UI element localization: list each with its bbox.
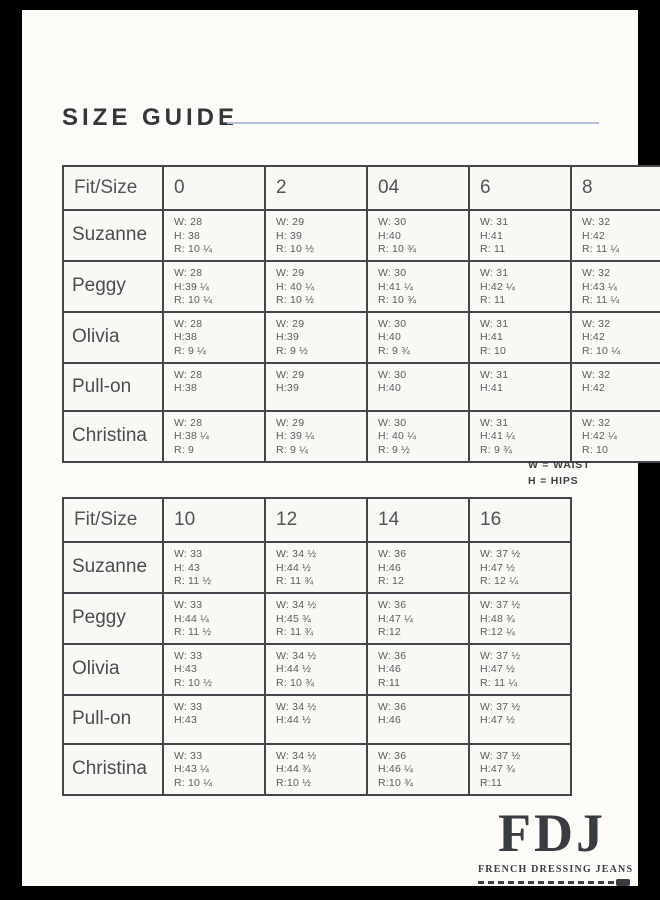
measurement-line: W: 36 — [378, 598, 407, 611]
measurement-line: H:48 ¾ — [480, 612, 516, 625]
measurement-cell — [163, 312, 265, 363]
measurement-cell — [367, 593, 469, 644]
measurement-cell — [163, 644, 265, 695]
measurement-line: R: 11 ¼ — [582, 243, 620, 256]
measurement-line: W: 32 — [582, 266, 611, 279]
fdj-wordmark: FRENCH DRESSING JEANS — [478, 864, 634, 875]
measurement-cell — [367, 695, 469, 744]
measurement-line: H:46 — [378, 714, 401, 727]
size-table-0-to-8 — [62, 165, 660, 463]
measurement-line: H:46 — [378, 663, 401, 676]
zipper-pull-icon — [616, 879, 630, 886]
measurement-line: H:44 ½ — [276, 663, 312, 676]
measurement-line: H:41 — [480, 229, 503, 242]
measurement-cell — [265, 542, 367, 593]
measurement-cell — [571, 210, 660, 261]
measurement-cell — [265, 644, 367, 695]
measurement-cell — [163, 593, 265, 644]
measurement-line: W: 31 — [480, 416, 509, 429]
legend-hips: H = HIPS — [528, 474, 579, 487]
measurement-line: W: 29 — [276, 416, 305, 429]
legend-waist: W = WAIST — [528, 459, 591, 471]
size-column-header: 16 — [469, 498, 571, 542]
measurement-line: R:10 ½ — [276, 777, 312, 790]
page-title: SIZE GUIDE — [62, 104, 239, 131]
brand-logo — [478, 803, 634, 884]
measurement-line: H:39 ¼ — [174, 280, 210, 293]
measurement-line: H:40 — [378, 331, 401, 344]
measurement-line: H:46 ¼ — [378, 763, 414, 776]
measurement-line: W: 36 — [378, 700, 407, 713]
measurement-line: H: 39 ¼ — [276, 430, 315, 443]
measurement-line: H: 40 ¼ — [276, 280, 315, 293]
measurement-line: R: 11 ½ — [174, 626, 212, 639]
measurement-line: W: 34 ½ — [276, 598, 317, 611]
measurement-cell — [163, 744, 265, 795]
measurement-line: H:47 ¼ — [378, 612, 414, 625]
measurement-line: H:47 ¾ — [480, 763, 516, 776]
measurement-line: R: 10 — [582, 444, 609, 457]
measurement-line: H:42 ¼ — [480, 280, 516, 293]
measurement-cell — [367, 411, 469, 462]
measurement-line: W: 36 — [378, 649, 407, 662]
fit-size-header: Fit/Size — [63, 166, 163, 210]
fit-row — [63, 695, 571, 744]
measurement-line: W: 31 — [480, 368, 509, 381]
measurement-line: R: 11 ½ — [174, 575, 212, 588]
measurement-cell — [163, 542, 265, 593]
measurement-line: W: 33 — [174, 649, 203, 662]
measurement-cell — [571, 312, 660, 363]
measurement-line: W: 28 — [174, 216, 203, 228]
measurement-cell — [265, 363, 367, 411]
fit-name-cell: Pull-on — [63, 695, 163, 744]
measurement-line: W: 36 — [378, 749, 407, 762]
measurement-line: H:43 ¼ — [582, 280, 618, 293]
measurement-cell — [265, 210, 367, 261]
measurement-line: H:42 — [582, 382, 605, 395]
measurement-line: R: 10 ½ — [174, 677, 213, 690]
measurement-line: W: 32 — [582, 416, 611, 429]
measurement-line: H:47 ½ — [480, 561, 516, 574]
measurement-line: R: 12 — [378, 575, 405, 588]
fit-row — [63, 644, 571, 695]
measurement-cell — [265, 312, 367, 363]
measurement-cell — [469, 261, 571, 312]
measurement-line: H:47 ½ — [480, 663, 516, 676]
measurement-cell — [367, 210, 469, 261]
measurement-cell — [571, 363, 660, 411]
measurement-line: W: 29 — [276, 317, 305, 330]
fit-row — [63, 542, 571, 593]
measurement-line: R: 11 ¼ — [582, 294, 620, 307]
measurement-cell — [469, 695, 571, 744]
fit-name-cell: Christina — [63, 744, 163, 795]
fdj-monogram: FDJ — [498, 803, 606, 863]
measurement-line: R: 11 ¼ — [480, 677, 518, 690]
measurement-line: R: 9 ¼ — [174, 345, 207, 358]
fit-name-cell: Suzanne — [63, 542, 163, 593]
measurement-line: H:38 ¼ — [174, 430, 210, 443]
measurement-cell — [163, 261, 265, 312]
measurement-line: R: 9 ¾ — [378, 345, 411, 358]
fit-row — [63, 363, 660, 411]
measurement-line: H: 43 — [174, 561, 201, 574]
measurement-cell — [265, 593, 367, 644]
size-column-header: 6 — [469, 166, 571, 210]
measurement-line: H:41 — [480, 331, 503, 344]
measurement-cell — [469, 363, 571, 411]
measurement-line: W: 28 — [174, 368, 203, 381]
table-header-row — [63, 498, 571, 542]
size-table-10-to-16 — [62, 497, 572, 796]
measurement-line: H:43 — [174, 714, 197, 727]
size-column-header: 10 — [163, 498, 265, 542]
measurement-line: W: 30 — [378, 416, 407, 429]
fit-name-cell: Christina — [63, 411, 163, 462]
measurement-line: W: 37 ½ — [480, 548, 521, 560]
measurement-line: R: 11 — [480, 294, 506, 307]
measurement-line: W: 34 ½ — [276, 700, 317, 713]
fit-row — [63, 593, 571, 644]
measurement-line: H:38 — [174, 382, 197, 395]
measurement-line: W: 33 — [174, 598, 203, 611]
measurement-line: W: 28 — [174, 266, 203, 279]
measurement-cell — [265, 744, 367, 795]
measurement-cell — [571, 261, 660, 312]
measurement-line: R: 11 ¾ — [276, 626, 314, 639]
measurement-line: R: 10 — [480, 345, 507, 358]
measurement-line: R: 10 ¾ — [378, 243, 417, 256]
measurement-line: W: 30 — [378, 266, 407, 279]
size-column-header: 04 — [367, 166, 469, 210]
title-divider-line — [227, 122, 599, 124]
measurement-line: W: 37 ½ — [480, 649, 521, 662]
size-column-header: 12 — [265, 498, 367, 542]
measurement-line: H: 39 — [276, 229, 303, 242]
measurement-cell — [265, 261, 367, 312]
measurement-line: H:42 — [582, 331, 605, 344]
measurement-line: H:43 ¼ — [174, 763, 210, 776]
measurement-line: R: 9 — [174, 444, 195, 457]
measurement-line: W: 30 — [378, 216, 407, 228]
measurement-line: H:44 ¾ — [276, 763, 312, 776]
measurement-line: H:46 — [378, 561, 401, 574]
size-guide-page — [22, 10, 638, 886]
fit-row — [63, 744, 571, 795]
fit-size-header: Fit/Size — [63, 498, 163, 542]
measurement-cell — [367, 644, 469, 695]
measurement-cell — [469, 210, 571, 261]
measurement-line: H:44 ½ — [276, 561, 312, 574]
measurement-cell — [367, 542, 469, 593]
measurement-line: R: 10 ½ — [276, 294, 315, 307]
measurement-line: H:41 — [480, 382, 503, 395]
measurement-line: R:12 ¼ — [480, 626, 516, 639]
measurement-cell — [571, 411, 660, 462]
measurement-line: R: 10 ¾ — [276, 677, 315, 690]
measurement-line: W: 34 ½ — [276, 548, 317, 560]
measurement-line: R:11 — [378, 677, 401, 690]
measurement-line: H:42 — [582, 229, 605, 242]
measurement-line: W: 32 — [582, 216, 611, 228]
fit-name-cell: Pull-on — [63, 363, 163, 411]
measurement-line: R: 10 ½ — [276, 243, 315, 256]
measurement-line: W: 30 — [378, 368, 407, 381]
size-column-header: 2 — [265, 166, 367, 210]
measurement-line: W: 37 ½ — [480, 749, 521, 762]
fit-row — [63, 210, 660, 261]
measurement-line: H:40 — [378, 382, 401, 395]
measurement-line: W: 28 — [174, 317, 203, 330]
measurement-line: W: 31 — [480, 266, 509, 279]
measurement-line: W: 36 — [378, 548, 407, 560]
measurement-legend — [528, 458, 590, 490]
measurement-cell — [367, 363, 469, 411]
fit-name-cell: Peggy — [63, 261, 163, 312]
fit-name-cell: Olivia — [63, 644, 163, 695]
fit-row — [63, 312, 660, 363]
measurement-cell — [265, 411, 367, 462]
measurement-line: W: 34 ½ — [276, 649, 317, 662]
measurement-line: H:44 ¼ — [174, 612, 210, 625]
measurement-cell — [367, 744, 469, 795]
measurement-line: W: 29 — [276, 216, 305, 228]
measurement-line: W: 28 — [174, 416, 203, 429]
measurement-line: H:41 ¼ — [480, 430, 516, 443]
measurement-line: H:39 — [276, 331, 299, 344]
measurement-line: R: 9 ¾ — [480, 444, 513, 457]
measurement-cell — [469, 542, 571, 593]
measurement-line: R: 12 ¼ — [480, 575, 519, 588]
measurement-line: R: 10 ¼ — [582, 345, 621, 358]
measurement-cell — [163, 210, 265, 261]
measurement-cell — [469, 644, 571, 695]
measurement-line: W: 29 — [276, 368, 305, 381]
measurement-cell — [163, 411, 265, 462]
measurement-line: W: 31 — [480, 317, 509, 330]
measurement-line: R: 10 ¼ — [174, 243, 213, 256]
measurement-cell — [469, 593, 571, 644]
measurement-line: H:44 ½ — [276, 714, 312, 727]
size-column-header: 14 — [367, 498, 469, 542]
measurement-line: W: 33 — [174, 700, 203, 713]
size-column-header: 0 — [163, 166, 265, 210]
measurement-cell — [163, 363, 265, 411]
measurement-line: R:11 — [480, 777, 503, 790]
measurement-line: H:39 — [276, 382, 299, 395]
measurement-line: W: 31 — [480, 216, 509, 228]
measurement-line: H: 38 — [174, 229, 201, 242]
measurement-line: W: 33 — [174, 548, 203, 560]
measurement-line: H: 40 ¼ — [378, 430, 417, 443]
fit-row — [63, 261, 660, 312]
measurement-cell — [367, 261, 469, 312]
measurement-line: H:47 ½ — [480, 714, 516, 727]
measurement-line: H:41 ¼ — [378, 280, 414, 293]
fit-name-cell: Suzanne — [63, 210, 163, 261]
measurement-cell — [265, 695, 367, 744]
size-column-header: 8 — [571, 166, 660, 210]
measurement-cell — [469, 744, 571, 795]
measurement-line: R: 10 ¼ — [174, 777, 213, 790]
measurement-line: H:45 ¾ — [276, 612, 312, 625]
measurement-line: R: 11 ¾ — [276, 575, 314, 588]
measurement-line: R: 9 ½ — [276, 345, 309, 358]
measurement-line: R: 10 ¾ — [378, 294, 417, 307]
measurement-line: R: 9 ¼ — [276, 444, 309, 457]
measurement-cell — [367, 312, 469, 363]
measurement-line: W: 33 — [174, 749, 203, 762]
measurement-cell — [469, 312, 571, 363]
measurement-line: R:12 — [378, 626, 401, 639]
table-header-row — [63, 166, 660, 210]
zipper-dashed-line — [478, 881, 626, 884]
fit-name-cell: Peggy — [63, 593, 163, 644]
measurement-line: H:40 — [378, 229, 401, 242]
measurement-line: R: 11 — [480, 243, 506, 256]
measurement-line: H:42 ¼ — [582, 430, 618, 443]
measurement-line: R: 10 ¼ — [174, 294, 213, 307]
measurement-line: H:43 — [174, 663, 197, 676]
measurement-line: W: 32 — [582, 368, 611, 381]
measurement-cell — [163, 695, 265, 744]
measurement-line: W: 34 ½ — [276, 749, 317, 762]
measurement-line: W: 30 — [378, 317, 407, 330]
measurement-line: W: 32 — [582, 317, 611, 330]
measurement-line: W: 37 ½ — [480, 700, 521, 713]
fit-row — [63, 411, 660, 462]
measurement-cell — [469, 411, 571, 462]
measurement-line: H:38 — [174, 331, 197, 344]
fit-name-cell: Olivia — [63, 312, 163, 363]
measurement-line: W: 29 — [276, 266, 305, 279]
measurement-line: R:10 ¾ — [378, 777, 414, 790]
measurement-line: R: 9 ½ — [378, 444, 411, 457]
measurement-line: W: 37 ½ — [480, 598, 521, 611]
